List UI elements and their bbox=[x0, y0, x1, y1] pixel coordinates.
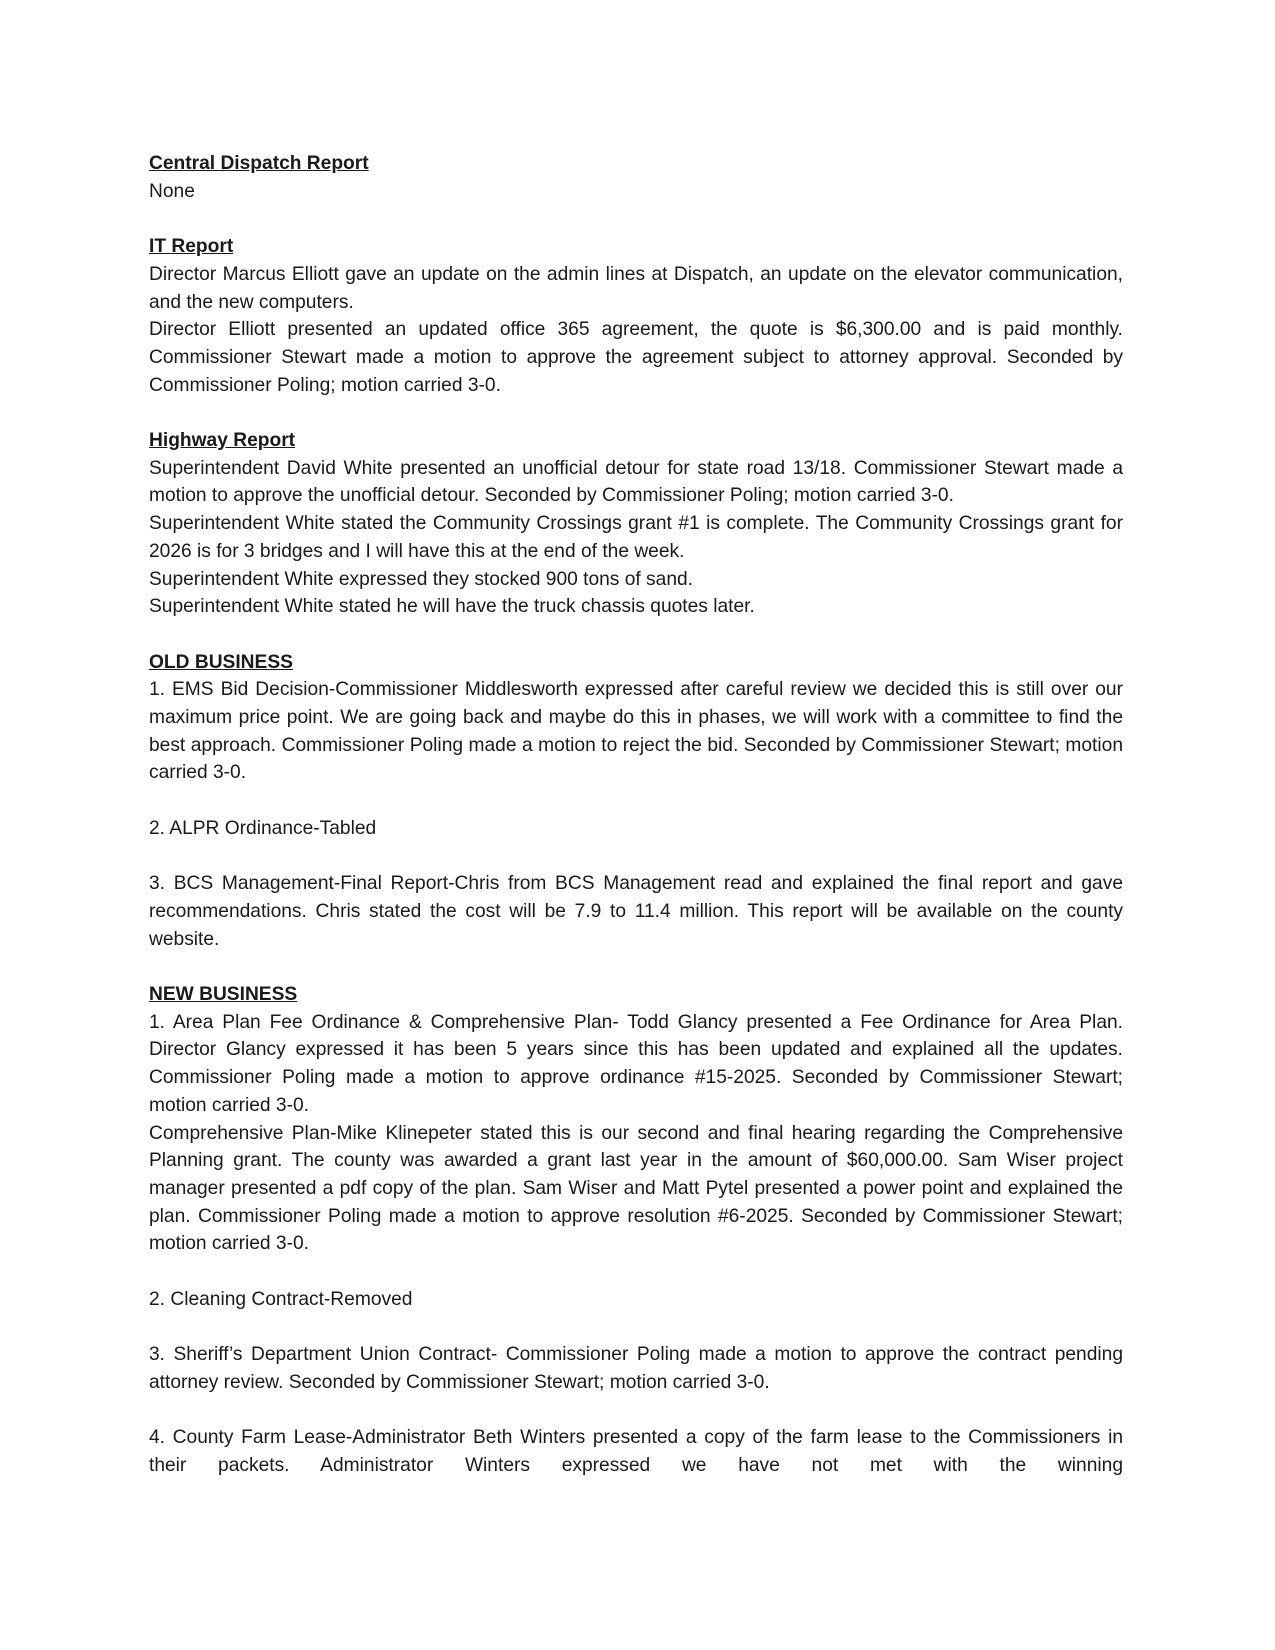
highway-report-heading: Highway Report bbox=[149, 430, 296, 451]
old-business-item: 2. ALPR Ordinance-Tabled bbox=[149, 817, 377, 839]
document-page bbox=[149, 150, 1123, 1507]
old-business-item: 1. EMS Bid Decision-Commissioner Middlesworth expressed after careful review we decided this is still over our maximum price point. We are going back and maybe do this in phases, we will work with a committee to find the best approach. Commissioner Poling made a motion to reject the bid. Seconded by Commissioner Stewart; motion carried 3-0. bbox=[149, 679, 1123, 784]
new-business-paragraph: Comprehensive Plan-Mike Klinepeter stated this is our second and final hearing regarding the Comprehensive Planning grant. The county was awarded a grant last year in the amount of $60,000.00. Sam Wiser project manager presented a pdf copy of the plan. Sam Wiser and Matt Pytel presented a power point and explained the plan. Commissioner Poling made a motion to approve resolution #6-2025. Seconded by Commissioner Stewart; motion carried 3-0. bbox=[149, 1122, 1123, 1255]
new-business-item bbox=[149, 1009, 1123, 1258]
new-business-item: 2. Cleaning Contract-Removed bbox=[149, 1288, 413, 1310]
new-business-item: 3. Sheriff’s Department Union Contract- Commissioner Poling made a motion to approve the contract pending attorney review. Seconded by Commissioner Stewart; motion carried 3-0. bbox=[149, 1344, 1123, 1393]
new-business-item: 4. County Farm Lease-Administrator Beth Winters presented a copy of the farm lease to the Commissioners in their packets. Administrator Winters expressed we have not met with the winning bbox=[149, 1427, 1123, 1476]
highway-report-paragraph: Superintendent David White presented an unofficial detour for state road 13/18. Commissioner Stewart made a motion to approve the unofficial detour. Seconded by Commissioner Poling; motion carried 3-0. bbox=[149, 457, 1123, 507]
old-business-heading: OLD BUSINESS bbox=[149, 651, 293, 673]
highway-report-paragraph: Superintendent White stated the Community Crossings grant #1 is complete. The Community Crossings grant for 2026 is for 3 bridges and I will have this at the end of the week. bbox=[149, 513, 1123, 562]
highway-report-section bbox=[149, 427, 1123, 621]
new-business-paragraph: 1. Area Plan Fee Ordinance & Comprehensive Plan- Todd Glancy presented a Fee Ordinance for Area Plan. Director Glancy expressed it has been 5 years since this has been updated and explained all the updates. Commissioner Poling made a motion to approve ordinance #15-2025. Seconded by Commissioner Stewart; motion carried 3-0. bbox=[149, 1011, 1123, 1116]
it-report-heading: IT Report bbox=[149, 236, 234, 258]
old-business-item: 3. BCS Management-Final Report-Chris from BCS Management read and explained the final report and gave recommendations. Chris stated the cost will be 7.9 to 11.4 million. This report will be available on the county website. bbox=[149, 873, 1123, 950]
it-report-section bbox=[149, 233, 1123, 399]
new-business-section bbox=[149, 981, 1123, 1480]
old-business-section bbox=[149, 649, 1123, 954]
central-dispatch-body: None bbox=[149, 180, 195, 202]
it-report-paragraph: Director Marcus Elliott gave an update on the admin lines at Dispatch, an update on the elevator communication, and the new computers. bbox=[149, 263, 1123, 313]
central-dispatch-heading: Central Dispatch Report bbox=[149, 153, 369, 174]
highway-report-paragraph: Superintendent White expressed they stocked 900 tons of sand. bbox=[149, 568, 693, 590]
it-report-paragraph: Director Elliott presented an updated office 365 agreement, the quote is $6,300.00 and is paid monthly. Commissioner Stewart made a motion to approve the agreement subject to attorney approval. Seconded by Commissioner Poling; motion carried 3-0. bbox=[149, 319, 1123, 396]
highway-report-paragraph: Superintendent White stated he will have the truck chassis quotes later. bbox=[149, 596, 755, 618]
central-dispatch-section bbox=[149, 150, 1123, 205]
new-business-heading: NEW BUSINESS bbox=[149, 984, 298, 1005]
